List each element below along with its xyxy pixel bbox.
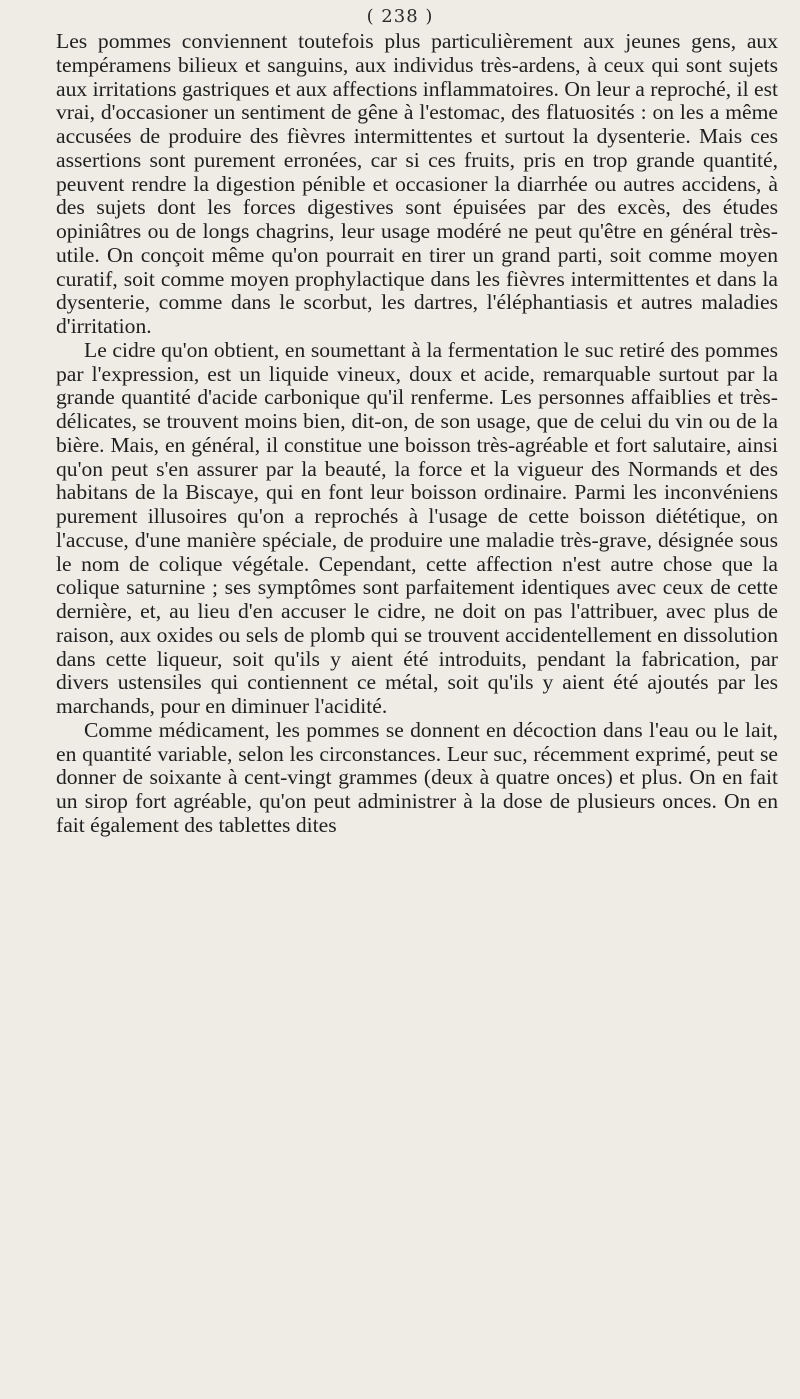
body-text [56, 30, 778, 838]
page-number: ( 238 ) [366, 6, 434, 27]
paragraph-3: Comme médicament, les pommes se donnent en décoction dans l'eau ou le lait, en quantité variable, selon les circonstances. Leur suc, récemment exprimé, peut se donner de soixante à cent-vingt grammes (deux à quatre onces) et plus. On en fait un sirop fort agréable, qu'on peut administrer à la dose de plusieurs onces. On en fait également des tablettes dites [56, 717, 778, 837]
paragraph-1: Les pommes conviennent toutefois plus particulièrement aux jeunes gens, aux tempéramens bilieux et sanguins, aux individus très-ardens, à ceux qui sont sujets aux irritations gastriques et aux affections inflammatoires. On leur a reproché, il est vrai, d'occasioner un sentiment de gêne à l'estomac, des flatuosités : on les a même accusées de produire des fièvres intermittentes et surtout la dysenterie. Mais ces assertions sont purement erronées, car si ces fruits, pris en trop grande quantité, peuvent rendre la digestion pénible et occasioner la diarrhée ou autres accidens, à des sujets dont les forces digestives sont épuisées par des excès, des études opiniâtres ou de longs chagrins, leur usage modéré ne peut qu'être en général très-utile. On conçoit même qu'on pourrait en tirer un grand parti, soit comme moyen curatif, soit comme moyen prophylactique dans les fièvres intermittentes et dans la dysenterie, comme dans le scorbut, les dartres, l'éléphantiasis et autres maladies d'irritation. [56, 29, 778, 338]
paragraph-2: Le cidre qu'on obtient, en soumettant à la fermentation le suc retiré des pommes par l'expression, est un liquide vineux, doux et acide, remarquable surtout par la grande quantité d'acide carbonique qu'il renferme. Les personnes affaiblies et très-délicates, se trouvent moins bien, dit-on, de son usage, que de celui du vin ou de la bière. Mais, en général, il constitue une boisson très-agréable et fort salutaire, ainsi qu'on peut s'en assurer par la beauté, la force et la vigueur des Normands et des habitans de la Biscaye, qui en font leur boisson ordinaire. Parmi les inconvéniens purement illusoires qu'on a reprochés à l'usage de cette boisson diététique, on l'accuse, d'une manière spéciale, de produire une maladie très-grave, désignée sous le nom de colique végétale. Cependant, cette affection n'est autre chose que la colique saturnine ; ses symptômes sont parfaitement identiques avec ceux de cette dernière, et, au lieu d'en accuser le cidre, ne doit on pas l'attribuer, avec plus de raison, aux oxides ou sels de plomb qui se trouvent accidentellement en dissolution dans cette liqueur, soit qu'ils y aient été introduits, pendant la fabrication, par divers ustensiles qui contiennent ce métal, soit qu'ils y aient été ajoutés par les marchands, pour en diminuer l'acidité. [56, 337, 778, 718]
